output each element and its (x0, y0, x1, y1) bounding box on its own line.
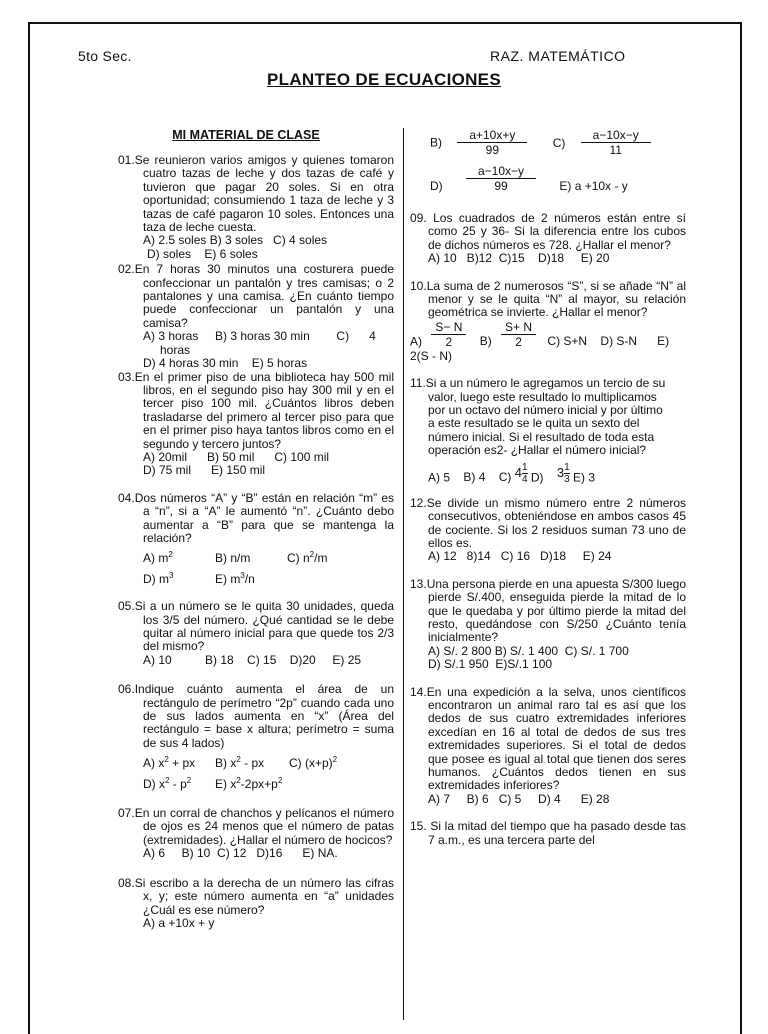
numerator: 1 (521, 461, 528, 473)
options-row (118, 548, 394, 565)
material-title: MI MATERIAL DE CLASE (172, 128, 320, 142)
option-c: C) (498, 470, 512, 485)
option-a: A) x (143, 756, 165, 771)
whole: 4 (514, 464, 522, 480)
exponent: 3 (240, 570, 245, 580)
numerator: a−10x−y (477, 164, 525, 178)
option-e: E) x (215, 776, 237, 791)
option-e-mid: -2px+p (240, 776, 278, 791)
numerator: S− N (431, 320, 466, 335)
question-12 (410, 497, 686, 564)
options-row: D) 4 horas 30 min E) 5 horas (143, 356, 308, 371)
question-number: 09. (410, 211, 427, 225)
option-c: C) (x+p) (289, 756, 333, 771)
question-06 (118, 683, 394, 791)
options-row: A) 10 B) 18 C) 15 D)20 E) 25 (143, 652, 362, 667)
question-text: En el primer piso de una biblioteca hay 500 mil libros, en el segundo piso hay 300 mil y en el tercer piso 100 mil. ¿Cuántos libros deben trasladarse del primero al tercer piso para que en el primer piso haya tantos libros como en el segundo y tercero juntos? (134, 369, 394, 451)
question-03 (118, 371, 394, 478)
subject-label: RAZ. MATEMÁTICO (490, 48, 626, 64)
denominator: 2 (515, 334, 522, 349)
options-row (410, 462, 672, 485)
option-c-label: C) (552, 135, 566, 150)
question-text: En una expedición a la selva, unos científicos encontraron un animal raro tal es así que los dedos de sus cuatro extremidades inferiores excedían en 16 al total de dedos de sus tres extremidades superiores. Si el total de dedos que posee es igual al total que tienen dos seres humanos. ¿Cuántos dedos tienen en sus extremidades inferiores? (426, 684, 686, 793)
option-e: E) m (215, 571, 241, 586)
question-04 (118, 492, 394, 586)
question-number: 06. (118, 682, 135, 697)
question-number: 01. (118, 153, 135, 167)
question-number: 10. (410, 278, 427, 293)
exponent: 2 (168, 550, 173, 560)
question-text: Indique cuánto aumenta el área de un rectángulo de perímetro “2p” cuando cada uno de sus lados aumenta en “x” (Área del rectángulo = base x altura; perímetro = suma de sus 4 lados) (134, 682, 394, 750)
denominator: 4 (521, 473, 528, 485)
question-number: 03. (118, 369, 135, 384)
question-number: 14. (410, 684, 427, 699)
question-07 (118, 807, 394, 861)
question-14 (410, 686, 686, 807)
fraction-b (457, 128, 527, 157)
exponent: 2 (277, 775, 283, 785)
options-row: A) 2.5 soles B) 3 soles C) 4 soles (143, 233, 328, 248)
options-row (410, 320, 686, 350)
options-row: A) 12 8)14 C) 16 D)18 E) 24 (428, 549, 612, 564)
option-b: B) 4 (463, 470, 486, 485)
right-column (410, 128, 686, 861)
option-d-mid: - p (169, 776, 187, 791)
mixed-number-d (557, 462, 570, 485)
question-text: Se reunieron varios amigos y quienes tomaron cuatro tazas de leche y dos tazas de café y tuvieron que pagar 20 soles. Si en otra oportunidad; consumiendo 1 taza de leche y 3 tazas de café pagaron 10 soles. Entonces una taza de leche cuesta. (134, 153, 394, 235)
question-text: Si la mitad del tiempo que ha pasado desde tas 7 a.m., es una tercera parte del (426, 819, 686, 847)
question-number: 15. (410, 819, 427, 834)
option-a-tail: + px (168, 756, 196, 771)
options-row: A) S/. 2 800 B) S/. 1 400 C) S/. 1 700 (428, 643, 629, 658)
question-15 (410, 820, 686, 847)
question-text: En 7 horas 30 minutos una costurera puede confeccionar un pantalón y tres camisas; o 2 pantalones y una camisa. ¿En cuánto tiempo puede confeccionar un pantalón y una camisa? (134, 262, 394, 330)
question-number: 11. (410, 376, 426, 391)
numerator: a+10x+y (469, 128, 516, 142)
option-b-label: B) (430, 135, 442, 150)
exponent: 2 (165, 775, 170, 785)
option-b: B) x (215, 756, 237, 771)
question-number: 04. (118, 490, 135, 505)
option-c: C) n (287, 551, 310, 566)
denominator: 99 (485, 143, 500, 157)
options-row: D) soles E) 6 soles (147, 246, 258, 261)
option-e: E) 3 (573, 470, 596, 485)
question-text: Si a un número le agregamos un tercio de su valor, luego este resultado lo multiplicamos por un octavo del número inicial y por último a este resultado se le quita un sexto del número inicial. Si el resultado de toda esta operación es2- ¿Hallar el número inicial? (425, 376, 666, 458)
question-text: Los cuadrados de 2 números están entre sí como 25 y 36- Si la diferencia entre los cubos de dichos números es 728. ¿Hallar el menor? (428, 211, 686, 252)
numerator: a−10x−y (592, 128, 639, 142)
mixed-number-c (515, 462, 528, 485)
denominator: 2 (445, 334, 453, 349)
option-a-label: A) (410, 334, 422, 349)
exponent: 2 (164, 755, 169, 765)
question-08-continued (410, 128, 686, 198)
option-b-tail: - px (240, 756, 265, 771)
question-text: Dos números “A” y “B” están en relación “m” es a “n”, si a “A” le aumentó “n”. ¿Cuánto debo aumentar a “B” para que se mantenga la relación? (134, 490, 394, 545)
numerator: 1 (564, 461, 570, 473)
option-e-tail: /n (244, 571, 255, 586)
question-02 (118, 263, 394, 370)
options-row (118, 569, 394, 586)
question-number: 08. (118, 875, 135, 890)
page-title: PLANTEO DE ECUACIONES (267, 70, 501, 89)
options-row: A) 3 horas B) 3 horas 30 min C) 4 (143, 329, 376, 344)
options-row: A) 10 B)12 C)15 D)18 E) 20 (428, 251, 610, 266)
question-09 (410, 212, 686, 266)
options-row: A) 6 B) 10 C) 12 D)16 E) NA. (143, 846, 338, 861)
denominator: 3 (564, 473, 570, 485)
options-rest: C) S+N D) S-N E) (547, 334, 670, 349)
left-column (118, 128, 394, 944)
option-d-label: D) (430, 179, 443, 193)
question-text: Se divide un mismo número entre 2 números consecutivos, obteniéndose en ambos casos 45 de cociente. Si los 2 residuos suman 73 uno de ellos es. (426, 495, 686, 550)
question-number: 07. (118, 806, 135, 821)
question-13 (410, 578, 686, 672)
question-10 (410, 280, 686, 364)
fraction-b (501, 320, 536, 349)
question-number: 12. (410, 495, 427, 510)
whole: 3 (556, 464, 565, 480)
options-row (118, 753, 394, 770)
options-row: A) 20mil B) 50 mil C) 100 mil (143, 449, 330, 464)
question-text: Si a un número se le quita 30 unidades, queda los 3/5 del número. ¿Qué cantidad se le debe quitar al número inicial para que quede tos 2/3 del mismo? (134, 599, 394, 654)
options-row: D) S/.1 950 E)S/.1 100 (428, 657, 553, 672)
numerator: S+ N (501, 320, 536, 335)
question-text: En un corral de chanchos y pelícanos el número de ojos es 24 menos que el número de patas (extremidades). ¿Hallar el número de hocicos? (134, 806, 394, 847)
exponent: 2 (236, 755, 241, 765)
options-row (118, 774, 394, 791)
option-b: B) n/m (215, 551, 251, 566)
options-row: A) 7 B) 6 C) 5 D) 4 E) 28 (428, 791, 610, 806)
option-d: D) (530, 470, 544, 485)
options-row (410, 164, 686, 198)
fraction-d (466, 164, 536, 193)
options-row: A) a +10x + y (143, 915, 215, 930)
option-b-label: B) (479, 334, 492, 349)
question-05 (118, 600, 394, 667)
question-text: Una persona pierde en una apuesta S/300 luego pierde S/.400, enseguida pierde la mitad de lo que le quedaba y por último pierde la mitad del resto, quedándose con S/250 ¿Cuánto tenía inicialmente? (426, 576, 686, 645)
option-c-tail: /m (314, 551, 328, 566)
question-08 (118, 877, 394, 931)
exponent: 2 (309, 550, 315, 560)
column-divider (403, 128, 404, 1020)
options-row: horas (160, 342, 191, 357)
exponent: 2 (186, 775, 192, 785)
options-row: D) 75 mil E) 150 mil (143, 463, 266, 478)
fraction-c (581, 128, 651, 157)
option-e: E) a +10x - y (559, 179, 628, 193)
question-01 (118, 154, 394, 261)
options-row (410, 128, 686, 164)
denominator: 11 (609, 143, 622, 157)
option-a: A) 5 (428, 470, 451, 485)
option-a: A) m (143, 551, 169, 566)
denominator: 99 (494, 179, 508, 193)
fraction-a (431, 320, 466, 349)
exponent: 2 (236, 775, 241, 785)
question-number: 13. (410, 576, 427, 591)
question-text: La suma de 2 numerosos “S”, si se añade “N” al menor y se le quita “N” al mayor, su relación geométrica se invierte. ¿Hallar el menor? (426, 278, 686, 320)
options-row: 2(S - N) (410, 348, 452, 363)
option-d: D) x (143, 776, 165, 791)
question-number: 05. (118, 599, 135, 614)
question-number: 02. (118, 262, 135, 277)
question-11 (410, 377, 686, 484)
exponent: 3 (169, 570, 174, 580)
question-text: Si escribo a la derecha de un número las cifras x, y; este número aumenta en “a” unidades ¿Cuál es ese número? (134, 875, 394, 917)
exponent: 2 (332, 755, 338, 765)
option-d: D) m (143, 571, 169, 586)
grade-label: 5to Sec. (78, 48, 132, 64)
